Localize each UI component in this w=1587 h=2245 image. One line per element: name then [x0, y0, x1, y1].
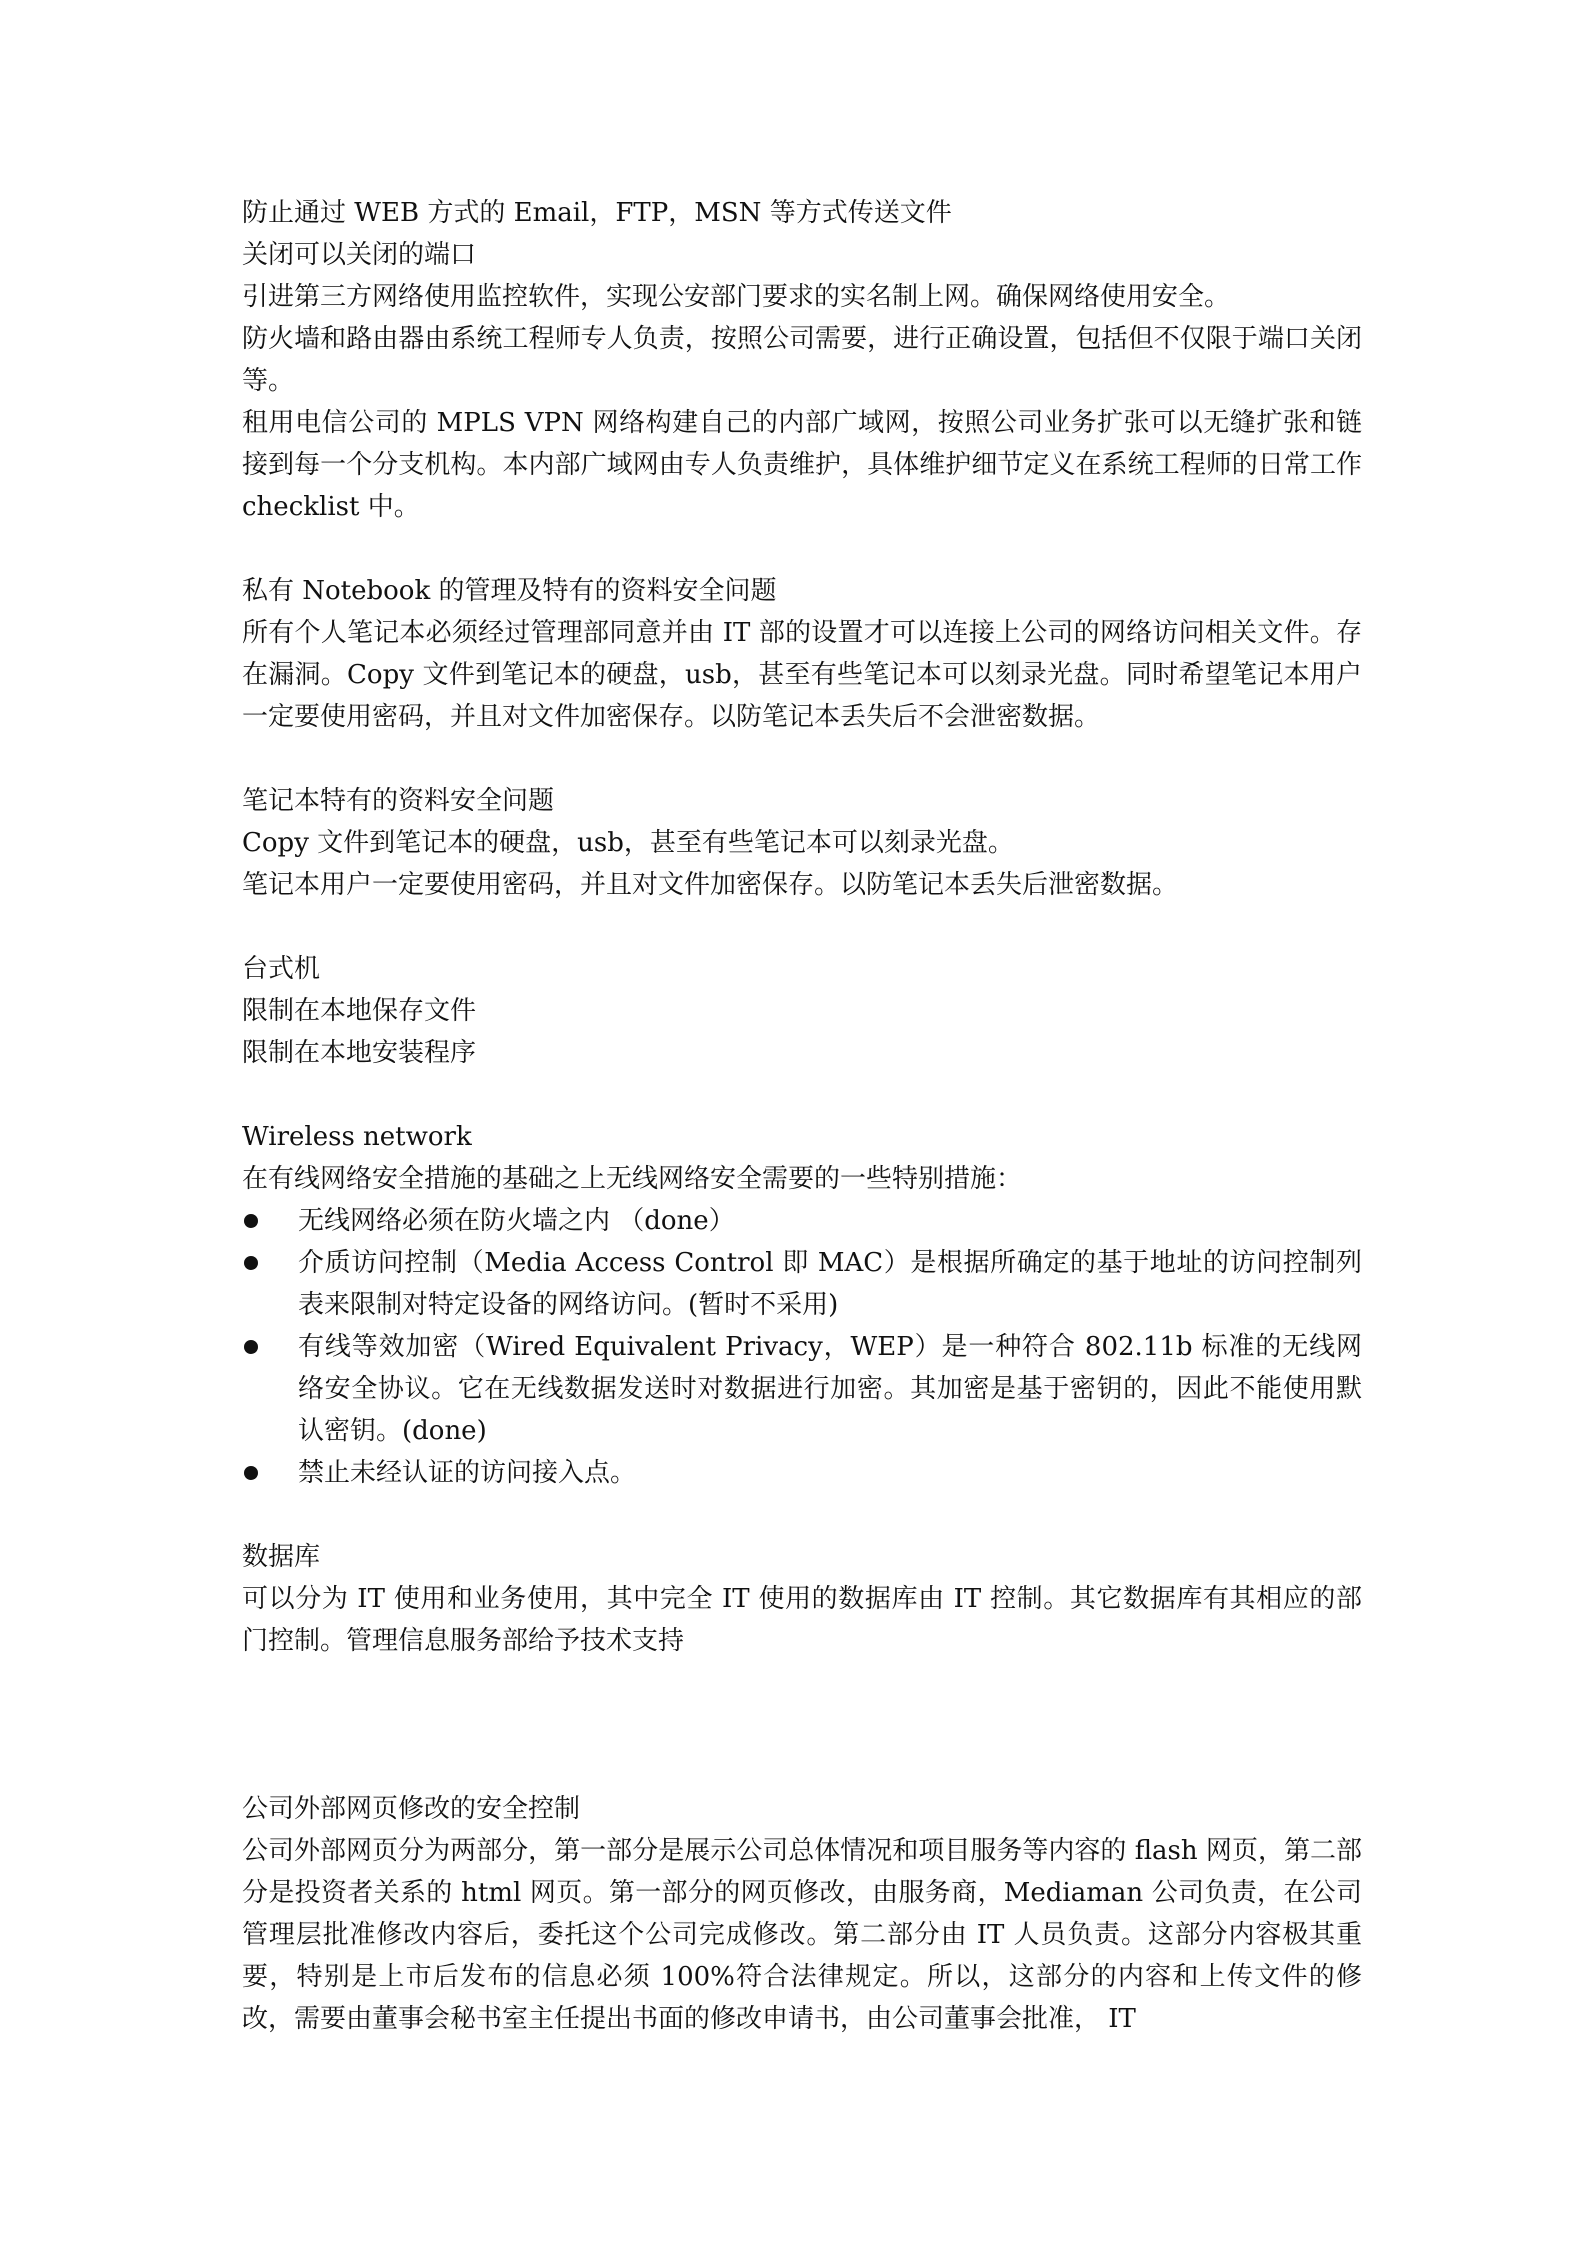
bullet-text: 有线等效加密（Wired Equivalent Privacy，WEP）是一种符合 802.11b 标准的无线网络安全协议。它在无线数据发送时对数据进行加密。其加密是基于密钥的，因此不能使用默认密钥。(done) — [298, 1332, 1362, 1446]
blank-line — [242, 906, 1362, 948]
document-page — [242, 192, 1362, 2040]
blank-line — [242, 528, 1362, 570]
section-paragraph: 所有个人笔记本必须经过管理部同意并由 IT 部的设置才可以连接上公司的网络访问相关文件。存在漏洞。Copy 文件到笔记本的硬盘，usb，甚至有些笔记本可以刻录光盘。同时希望笔记本用户一定要使用密码，并且对文件加密保存。以防笔记本丢失后不会泄密数据。 — [242, 618, 1362, 732]
notebook-data-security-section — [242, 780, 1362, 906]
section-intro: 在有线网络安全措施的基础之上无线网络安全需要的一些特别措施： — [242, 1164, 1023, 1194]
bullet-item — [242, 1242, 1362, 1326]
blank-line — [242, 1494, 1362, 1536]
bullet-dot-icon — [244, 1256, 258, 1270]
wireless-section — [242, 1116, 1362, 1494]
blank-line — [242, 738, 1362, 780]
paragraph-line: 关闭可以关闭的端口 — [242, 240, 477, 270]
bullet-dot-icon — [244, 1466, 258, 1480]
bullet-list — [242, 1200, 1362, 1494]
paragraph-line: 限制在本地安装程序 — [242, 1038, 477, 1068]
paragraph-line: 笔记本用户一定要使用密码，并且对文件加密保存。以防笔记本丢失后泄密数据。 — [242, 870, 1179, 900]
section-heading: 数据库 — [242, 1542, 321, 1572]
network-measures-section — [242, 192, 1362, 528]
bullet-dot-icon — [244, 1214, 258, 1228]
paragraph-line: 限制在本地保存文件 — [242, 996, 477, 1026]
bullet-text: 介质访问控制（Media Access Control 即 MAC）是根据所确定的基于地址的访问控制列表来限制对特定设备的网络访问。(暂时不采用) — [298, 1248, 1362, 1320]
paragraph-line: 防止通过 WEB 方式的 Email，FTP，MSN 等方式传送文件 — [242, 198, 952, 228]
blank-line — [242, 1074, 1362, 1116]
desktop-section — [242, 948, 1362, 1074]
section-heading: 台式机 — [242, 954, 321, 984]
section-heading: Wireless network — [242, 1122, 472, 1152]
section-heading: 私有 Notebook 的管理及特有的资料安全问题 — [242, 576, 777, 606]
notebook-section — [242, 570, 1362, 738]
bullet-item — [242, 1326, 1362, 1452]
bullet-dot-icon — [244, 1340, 258, 1354]
section-paragraph: 公司外部网页分为两部分，第一部分是展示公司总体情况和项目服务等内容的 flash 网页，第二部分是投资者关系的 html 网页。第一部分的网页修改，由服务商，Mediaman 公司负责，在公司管理层批准修改内容后，委托这个公司完成修改。第二部分由 IT 人员负责。这部分内容极其重要，特别是上市后发布的信息必须 100%符合法律规定。所以，这部分的内容和上传文件的修改，需要由董事会秘书室主任提出书面的修改申请书，由公司董事会批准， IT — [242, 1836, 1362, 2034]
paragraph-line: 租用电信公司的 MPLS VPN 网络构建自己的内部广域网，按照公司业务扩张可以无缝扩张和链接到每一个分支机构。本内部广域网由专人负责维护，具体维护细节定义在系统工程师的日常工作 checklist 中。 — [242, 408, 1362, 522]
bullet-item — [242, 1452, 1362, 1494]
paragraph-line: Copy 文件到笔记本的硬盘，usb，甚至有些笔记本可以刻录光盘。 — [242, 828, 1014, 858]
bullet-item — [242, 1200, 1362, 1242]
paragraph-line: 引进第三方网络使用监控软件，实现公安部门要求的实名制上网。确保网络使用安全。 — [242, 282, 1231, 312]
bullet-text: 无线网络必须在防火墙之内 （done） — [298, 1206, 735, 1236]
web-modification-section — [242, 1788, 1362, 2040]
section-paragraph: 可以分为 IT 使用和业务使用，其中完全 IT 使用的数据库由 IT 控制。其它数据库有其相应的部门控制。管理信息服务部给予技术支持 — [242, 1584, 1362, 1656]
bullet-text: 禁止未经认证的访问接入点。 — [298, 1458, 637, 1488]
blank-space — [242, 1662, 1362, 1788]
section-heading: 公司外部网页修改的安全控制 — [242, 1794, 581, 1824]
paragraph-line: 防火墙和路由器由系统工程师专人负责，按照公司需要，进行正确设置，包括但不仅限于端口关闭等。 — [242, 324, 1362, 396]
database-section — [242, 1536, 1362, 1662]
section-heading: 笔记本特有的资料安全问题 — [242, 786, 555, 816]
